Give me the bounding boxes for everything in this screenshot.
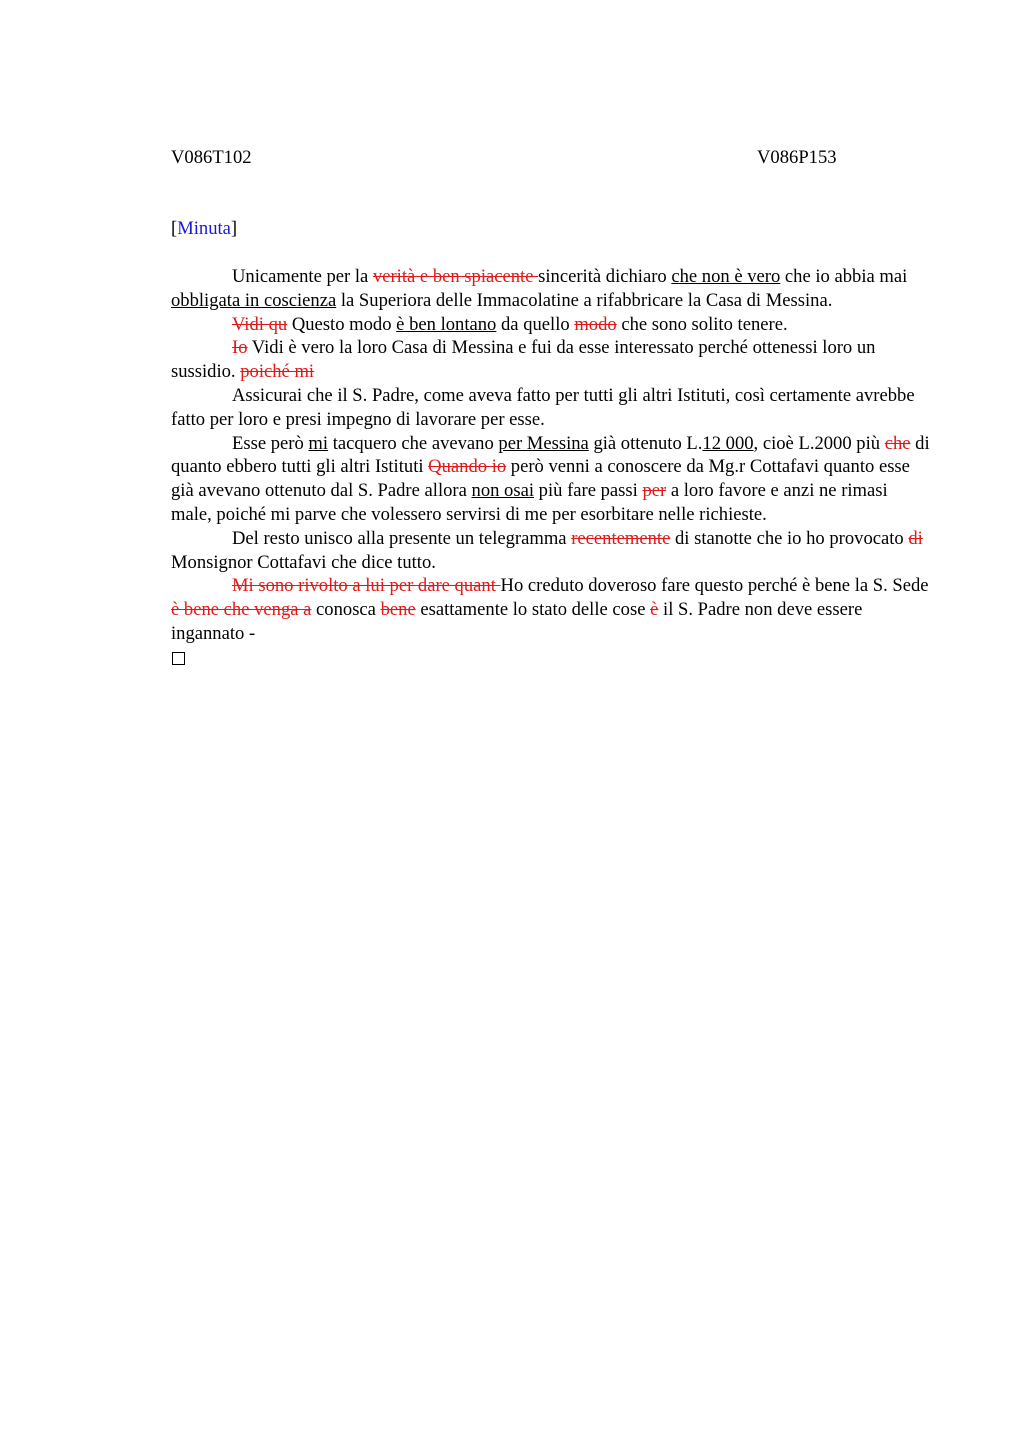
underlined-text: per Messina <box>498 432 589 454</box>
text-run: il S. Padre non deve essere ingannato - <box>171 599 863 644</box>
deleted-text: di <box>908 527 923 549</box>
text-run: Questo modo <box>287 313 397 335</box>
deleted-text: per <box>642 480 667 502</box>
text-run: conosca <box>311 599 381 621</box>
deleted-text: Io <box>232 337 248 359</box>
text-run: Monsignor Cottafavi che dice tutto. <box>171 551 436 573</box>
text-run: Vidi è vero la loro Casa di Messina e fui da esse interessato perché ottenessi loro un sussidio. <box>171 337 876 383</box>
text-run: , cioè L.2000 più <box>753 432 885 454</box>
document-code-left: V086T102 <box>171 147 252 168</box>
text-run: Del resto unisco alla presente un telegramma <box>232 527 572 549</box>
text-run: più fare passi <box>534 480 643 502</box>
text-run: da quello <box>496 313 575 335</box>
deleted-text: è <box>650 599 659 621</box>
text-run: tacquero che avevano <box>328 432 499 454</box>
deleted-text: recentemente <box>571 527 671 549</box>
paragraph <box>171 574 931 645</box>
text-run: che io abbia mai <box>780 266 908 287</box>
document-page <box>171 146 931 665</box>
underlined-text: non osai <box>471 480 535 502</box>
text-run: Ho creduto doveroso fare questo perché è bene la S. Sede <box>500 575 929 597</box>
text-run: sincerità dichiaro <box>538 266 672 287</box>
bracket-open: [ <box>171 218 178 239</box>
deleted-text: Quando io <box>428 456 507 478</box>
paragraph <box>171 336 931 384</box>
deleted-text: è bene che venga a <box>171 599 312 621</box>
deleted-text: Mi sono rivolto a lui per dare quant <box>232 575 501 597</box>
editorial-note <box>171 217 931 241</box>
text-run: di stanotte che io ho provocato <box>670 527 909 549</box>
underlined-text: mi <box>308 432 329 454</box>
underlined-text: è ben lontano <box>396 313 497 335</box>
deleted-text: verità e ben spiacente <box>372 266 539 287</box>
deleted-text: che <box>884 432 911 454</box>
text-run: la Superiora delle Immacolatine a rifabbricare la Casa di Messina. <box>336 289 833 311</box>
text-run: Assicurai che il S. Padre, come aveva fatto per tutti gli altri Istituti, così certamente avrebbe fatto per loro e presi impegno di lavorare per esse. <box>171 384 915 430</box>
minuta-label: Minuta <box>177 218 231 239</box>
deleted-text: Vidi qu <box>232 313 288 335</box>
empty-square-icon <box>172 652 185 665</box>
text-run: Unicamente per la <box>232 266 373 287</box>
paragraph <box>171 265 931 313</box>
text-run: però venni a conoscere da Mg.r Cottafavi quanto esse già avevano ottenuto dal S. Padre allora <box>171 456 910 502</box>
document-header <box>171 146 931 170</box>
underlined-text: 12 000 <box>702 432 754 454</box>
paragraph <box>171 432 931 527</box>
document-code-right: V086P153 <box>757 147 837 168</box>
deleted-text: bene <box>380 599 416 621</box>
underlined-text: obbligata in coscienza <box>171 289 337 311</box>
paragraph <box>171 313 931 337</box>
deleted-text: poiché mi <box>240 361 315 383</box>
text-run: di quanto ebbero tutti gli altri Istituti <box>171 432 930 478</box>
text-run: già ottenuto L. <box>588 432 703 454</box>
deleted-text: modo <box>574 313 617 335</box>
paragraph <box>171 384 931 432</box>
letter-body <box>171 265 931 646</box>
bracket-close: ] <box>230 218 238 239</box>
text-run: esattamente lo stato delle cose <box>415 599 651 621</box>
text-run: che sono solito tenere. <box>616 313 788 335</box>
paragraph <box>171 527 931 575</box>
text-run: a loro favore e anzi ne rimasi male, poiché mi parve che volessero servirsi di me per esorbitare nelle richieste. <box>171 480 888 525</box>
text-run: Esse però <box>232 432 309 454</box>
underlined-text: che non è vero <box>671 266 781 287</box>
